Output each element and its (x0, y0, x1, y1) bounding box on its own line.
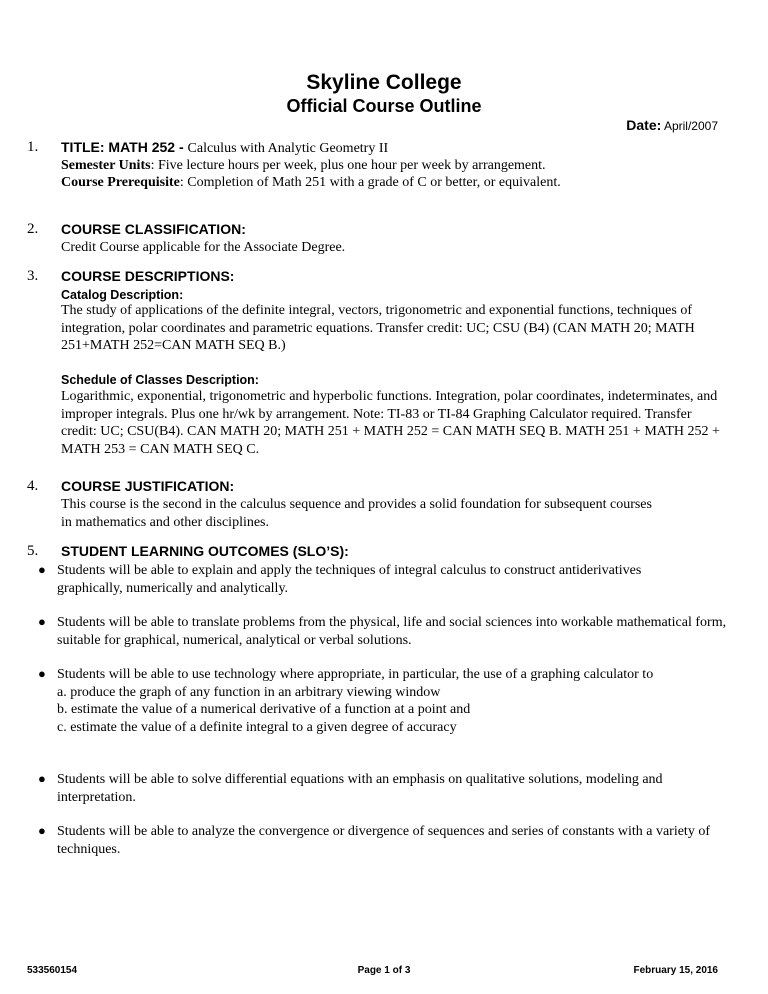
bullet-icon: ● (38, 666, 46, 681)
date-label: Date: (626, 117, 662, 133)
prereq-label: Course Prerequisite (61, 175, 180, 190)
section-1-title-label: TITLE: MATH 252 - (61, 139, 188, 155)
slo-item-3-b: b. estimate the value of a numerical derivative of a function at a point and (57, 702, 471, 717)
slo-item-3-a: a. produce the graph of any function in an arbitrary viewing window (57, 684, 441, 700)
section-4-heading: COURSE JUSTIFICATION: (61, 478, 235, 494)
section-2-heading: COURSE CLASSIFICATION: (61, 221, 246, 237)
schedule-text: Logarithmic, exponential, trigonometric and hyperbolic functions. Integration, polar coordinates, indeterminates, and improper integrals. Plus one hr/wk by arrangement. Note: TI-83 or TI-84 Graphing Calculator required. Transfer credit: UC; CSU(B4). CAN MATH 20; MATH 251 + MATH 252 = CAN MATH SEQ B. MATH 251 + MATH 252 + MATH 253 = CAN MATH SEQ C. (61, 389, 720, 457)
bullet-icon: ● (38, 823, 46, 838)
section-1-title-value: Calculus with Analytic Geometry II (187, 141, 389, 156)
college-title: Skyline College (306, 71, 462, 94)
slo-item-3 (57, 666, 697, 736)
footer-page-number: Page 1 of 3 (357, 965, 411, 976)
units-label: Semester Units (61, 158, 151, 173)
section-3-heading: COURSE DESCRIPTIONS: (61, 268, 235, 284)
slo-item-1: Students will be able to explain and apply the techniques of integral calculus to construct antiderivatives graphically, numerically and analytically. (57, 563, 642, 596)
section-1-units (61, 157, 731, 175)
section-4-text: This course is the second in the calculus sequence and provides a solid foundation for subsequent courses in mathematics and other disciplines. (61, 497, 652, 530)
slo-item-3-intro: Students will be able to use technology where appropriate, in particular, the use of a graphing calculator to (57, 667, 654, 682)
slo-item-2: Students will be able to translate problems from the physical, life and social sciences into workable mathematical form, suitable for graphical, numerical, analytical or verbal solutions. (57, 615, 727, 648)
bullet-icon: ● (38, 614, 46, 629)
date-value: April/2007 (663, 119, 718, 133)
footer-print-date: February 15, 2016 (633, 965, 718, 976)
catalog-heading: Catalog Description: (61, 288, 184, 302)
slo-item-3-c: c. estimate the value of a definite integral to a given degree of accuracy (57, 719, 457, 735)
section-2-text: Credit Course applicable for the Associate Degree. (61, 240, 346, 255)
section-1-prereq (61, 174, 731, 192)
section-5-heading: STUDENT LEARNING OUTCOMES (SLO’S): (61, 543, 349, 559)
units-value: : Five lecture hours per week, plus one hour per week by arrangement. (150, 158, 546, 173)
date-line (626, 117, 718, 133)
catalog-text: The study of applications of the definite integral, vectors, trigonometric and exponential functions, techniques of integration, polar coordinates and parametric equations. Transfer credit: UC; CSU (B4) (CAN MATH 20; MATH 251+MATH 252=CAN MATH SEQ B.) (61, 303, 695, 353)
section-5-number: 5. (27, 543, 39, 559)
section-1-title (61, 139, 388, 157)
slo-item-4: Students will be able to solve differential equations with an emphasis on qualitative solutions, modeling and interpretation. (57, 772, 663, 805)
bullet-icon: ● (38, 771, 46, 786)
document-subtitle: Official Course Outline (286, 96, 482, 116)
section-2-number: 2. (27, 221, 39, 237)
footer-doc-id: 533560154 (27, 965, 78, 976)
section-3-number: 3. (27, 268, 39, 284)
bullet-icon: ● (38, 562, 46, 577)
section-4-number: 4. (27, 478, 39, 494)
slo-item-5: Students will be able to analyze the convergence or divergence of sequences and series of constants with a variety of techniques. (57, 824, 710, 857)
prereq-value: : Completion of Math 251 with a grade of C or better, or equivalent. (179, 175, 561, 190)
schedule-heading: Schedule of Classes Description: (61, 373, 259, 387)
section-1-number: 1. (27, 139, 39, 155)
